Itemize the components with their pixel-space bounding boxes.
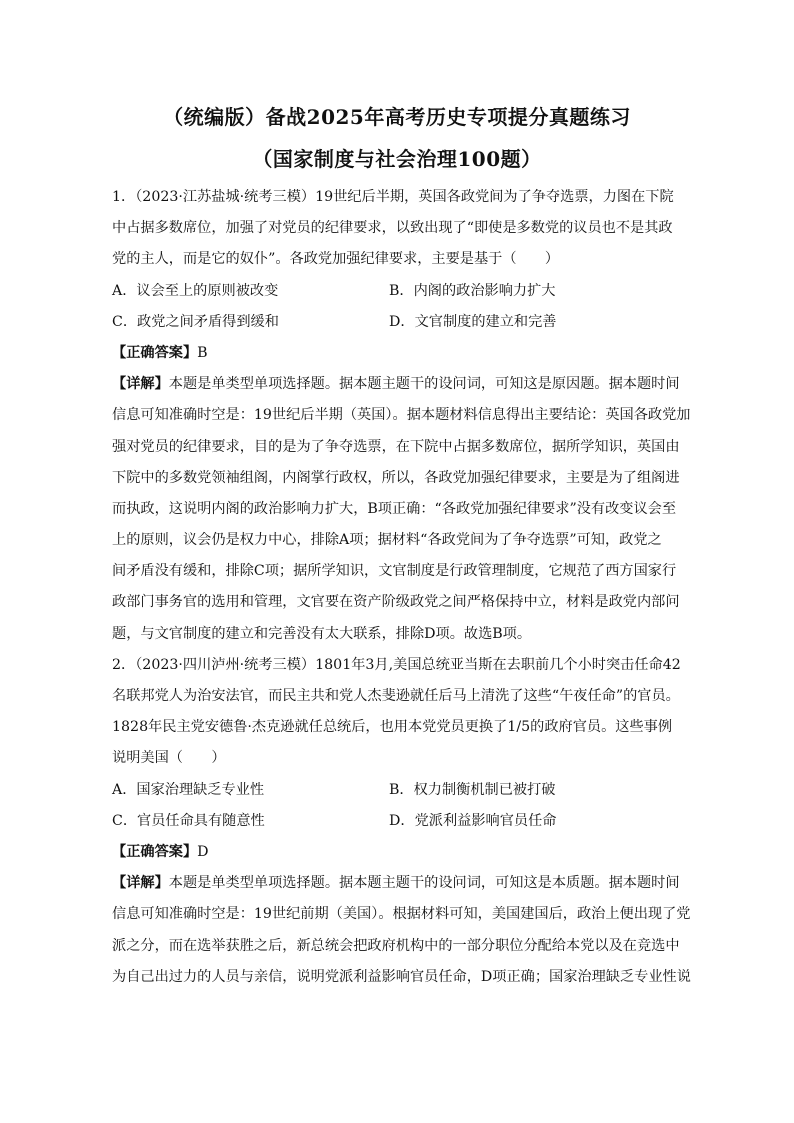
option-b: B．权力制衡机制已被打破 <box>389 781 556 798</box>
question-stem-line: 中占据多数席位，加强了对党员的纪律要求，以致出现了“即使是多数党的议员也不是其政 <box>112 220 673 237</box>
option-d: D．文官制度的建立和完善 <box>389 313 557 330</box>
answer-value: D <box>197 843 209 860</box>
correct-answer <box>112 837 692 868</box>
detail-line: 上的原则，议会仍是权力中心，排除A项；据材料“各政党间为了争夺选票”可知，政党之 <box>112 532 662 549</box>
detail-text: 本题是单类型单项选择题。据本题主题干的设问词，可知这是本质题。据本题时间 <box>168 875 680 892</box>
detail-line <box>112 369 692 400</box>
detail-text: 本题是单类型单项选择题。据本题主题干的设问词，可知这是原因题。据本题时间 <box>168 376 680 393</box>
option-c: C．官员任命具有随意性 <box>112 812 265 829</box>
detail-line <box>112 868 692 899</box>
detail-line: 派之分，而在选举获胜之后，新总统会把政府机构中的一部分职位分配给本党以及在竞选中 <box>112 937 680 954</box>
question-stem-line: 名联邦党人为治安法官，而民主共和党人杰斐逊就任后马上清洗了这些“午夜任命”的官员。 <box>112 688 680 704</box>
question-stem-line: 说明美国（ ） <box>112 750 226 767</box>
option-d: D．党派利益影响官员任命 <box>389 812 557 829</box>
option-a: A．议会至上的原则被改变 <box>112 282 279 299</box>
detail-line: 题，与文官制度的建立和完善没有太大联系，排除D项。故选B项。 <box>112 625 532 642</box>
detail-label: 【详解】 <box>112 875 169 892</box>
detail-label: 【详解】 <box>112 376 169 393</box>
detail-line: 信息可知准确时空是：19世纪前期（美国）。根据材料可知，美国建国后，政治上便出现了党 <box>112 906 691 923</box>
detail-line: 强对党员的纪律要求，目的是为了争夺选票，在下院中占据多数席位，据所学知识，英国由 <box>112 438 680 455</box>
detail-line: 而执政，这说明内阁的政治影响力扩大，B项正确：“各政党加强纪律要求”没有改变议会至 <box>112 500 677 517</box>
answer-value: B <box>197 344 208 361</box>
question-1 <box>112 182 692 650</box>
options-row <box>112 276 692 307</box>
question-stem-line: 1828年民主党安德鲁·杰克逊就任总统后，也用本党党员更换了1/5的政府官员。这些事例 <box>112 719 673 736</box>
document-body <box>112 182 692 993</box>
option-c: C．政党之间矛盾得到缓和 <box>112 313 279 330</box>
options-row <box>112 307 692 338</box>
question-stem-line: 2．（2023·四川泸州·统考三模）1801年3月,美国总统亚当斯在去职前几个小时突击任命42 <box>112 656 681 673</box>
answer-label: 【正确答案】 <box>112 843 198 860</box>
question-stem-line: 1．（2023·江苏盐城·统考三模）19世纪后半期，英国各政党间为了争夺选票，力图在下院 <box>112 189 674 205</box>
question-2 <box>112 650 692 993</box>
option-a: A．国家治理缺乏专业性 <box>112 781 265 798</box>
detail-line: 信息可知准确时空是：19世纪后半期（英国）。据本题材料信息得出主要结论：英国各政党加 <box>112 407 691 424</box>
detail-line: 间矛盾没有缓和，排除C项；据所学知识，文官制度是行政管理制度，它规范了西方国家行 <box>112 563 677 580</box>
document-title: （统编版）备战2025年高考历史专项提分真题练习 <box>163 105 631 129</box>
detail-line: 下院中的多数党领袖组阁，内阁掌行政权，所以，各政党加强纪律要求，主要是为了组阁进 <box>112 469 680 486</box>
question-stem-line: 党的主人，而是它的奴仆”。各政党加强纪律要求，主要是基于（ ） <box>112 251 560 268</box>
option-b: B．内阁的政治影响力扩大 <box>389 282 556 299</box>
document-subtitle: （国家制度与社会治理100题） <box>252 147 542 171</box>
options-row <box>112 775 692 806</box>
detail-line: 政部门事务官的选用和管理，文官要在资产阶级政党之间严格保持中立，材料是政党内部问 <box>112 594 680 611</box>
options-row <box>112 806 692 837</box>
correct-answer <box>112 338 692 369</box>
detail-line: 为自己出过力的人员与亲信，说明党派利益影响官员任命，D项正确；国家治理缺乏专业性说 <box>112 968 691 985</box>
answer-label: 【正确答案】 <box>112 344 198 361</box>
